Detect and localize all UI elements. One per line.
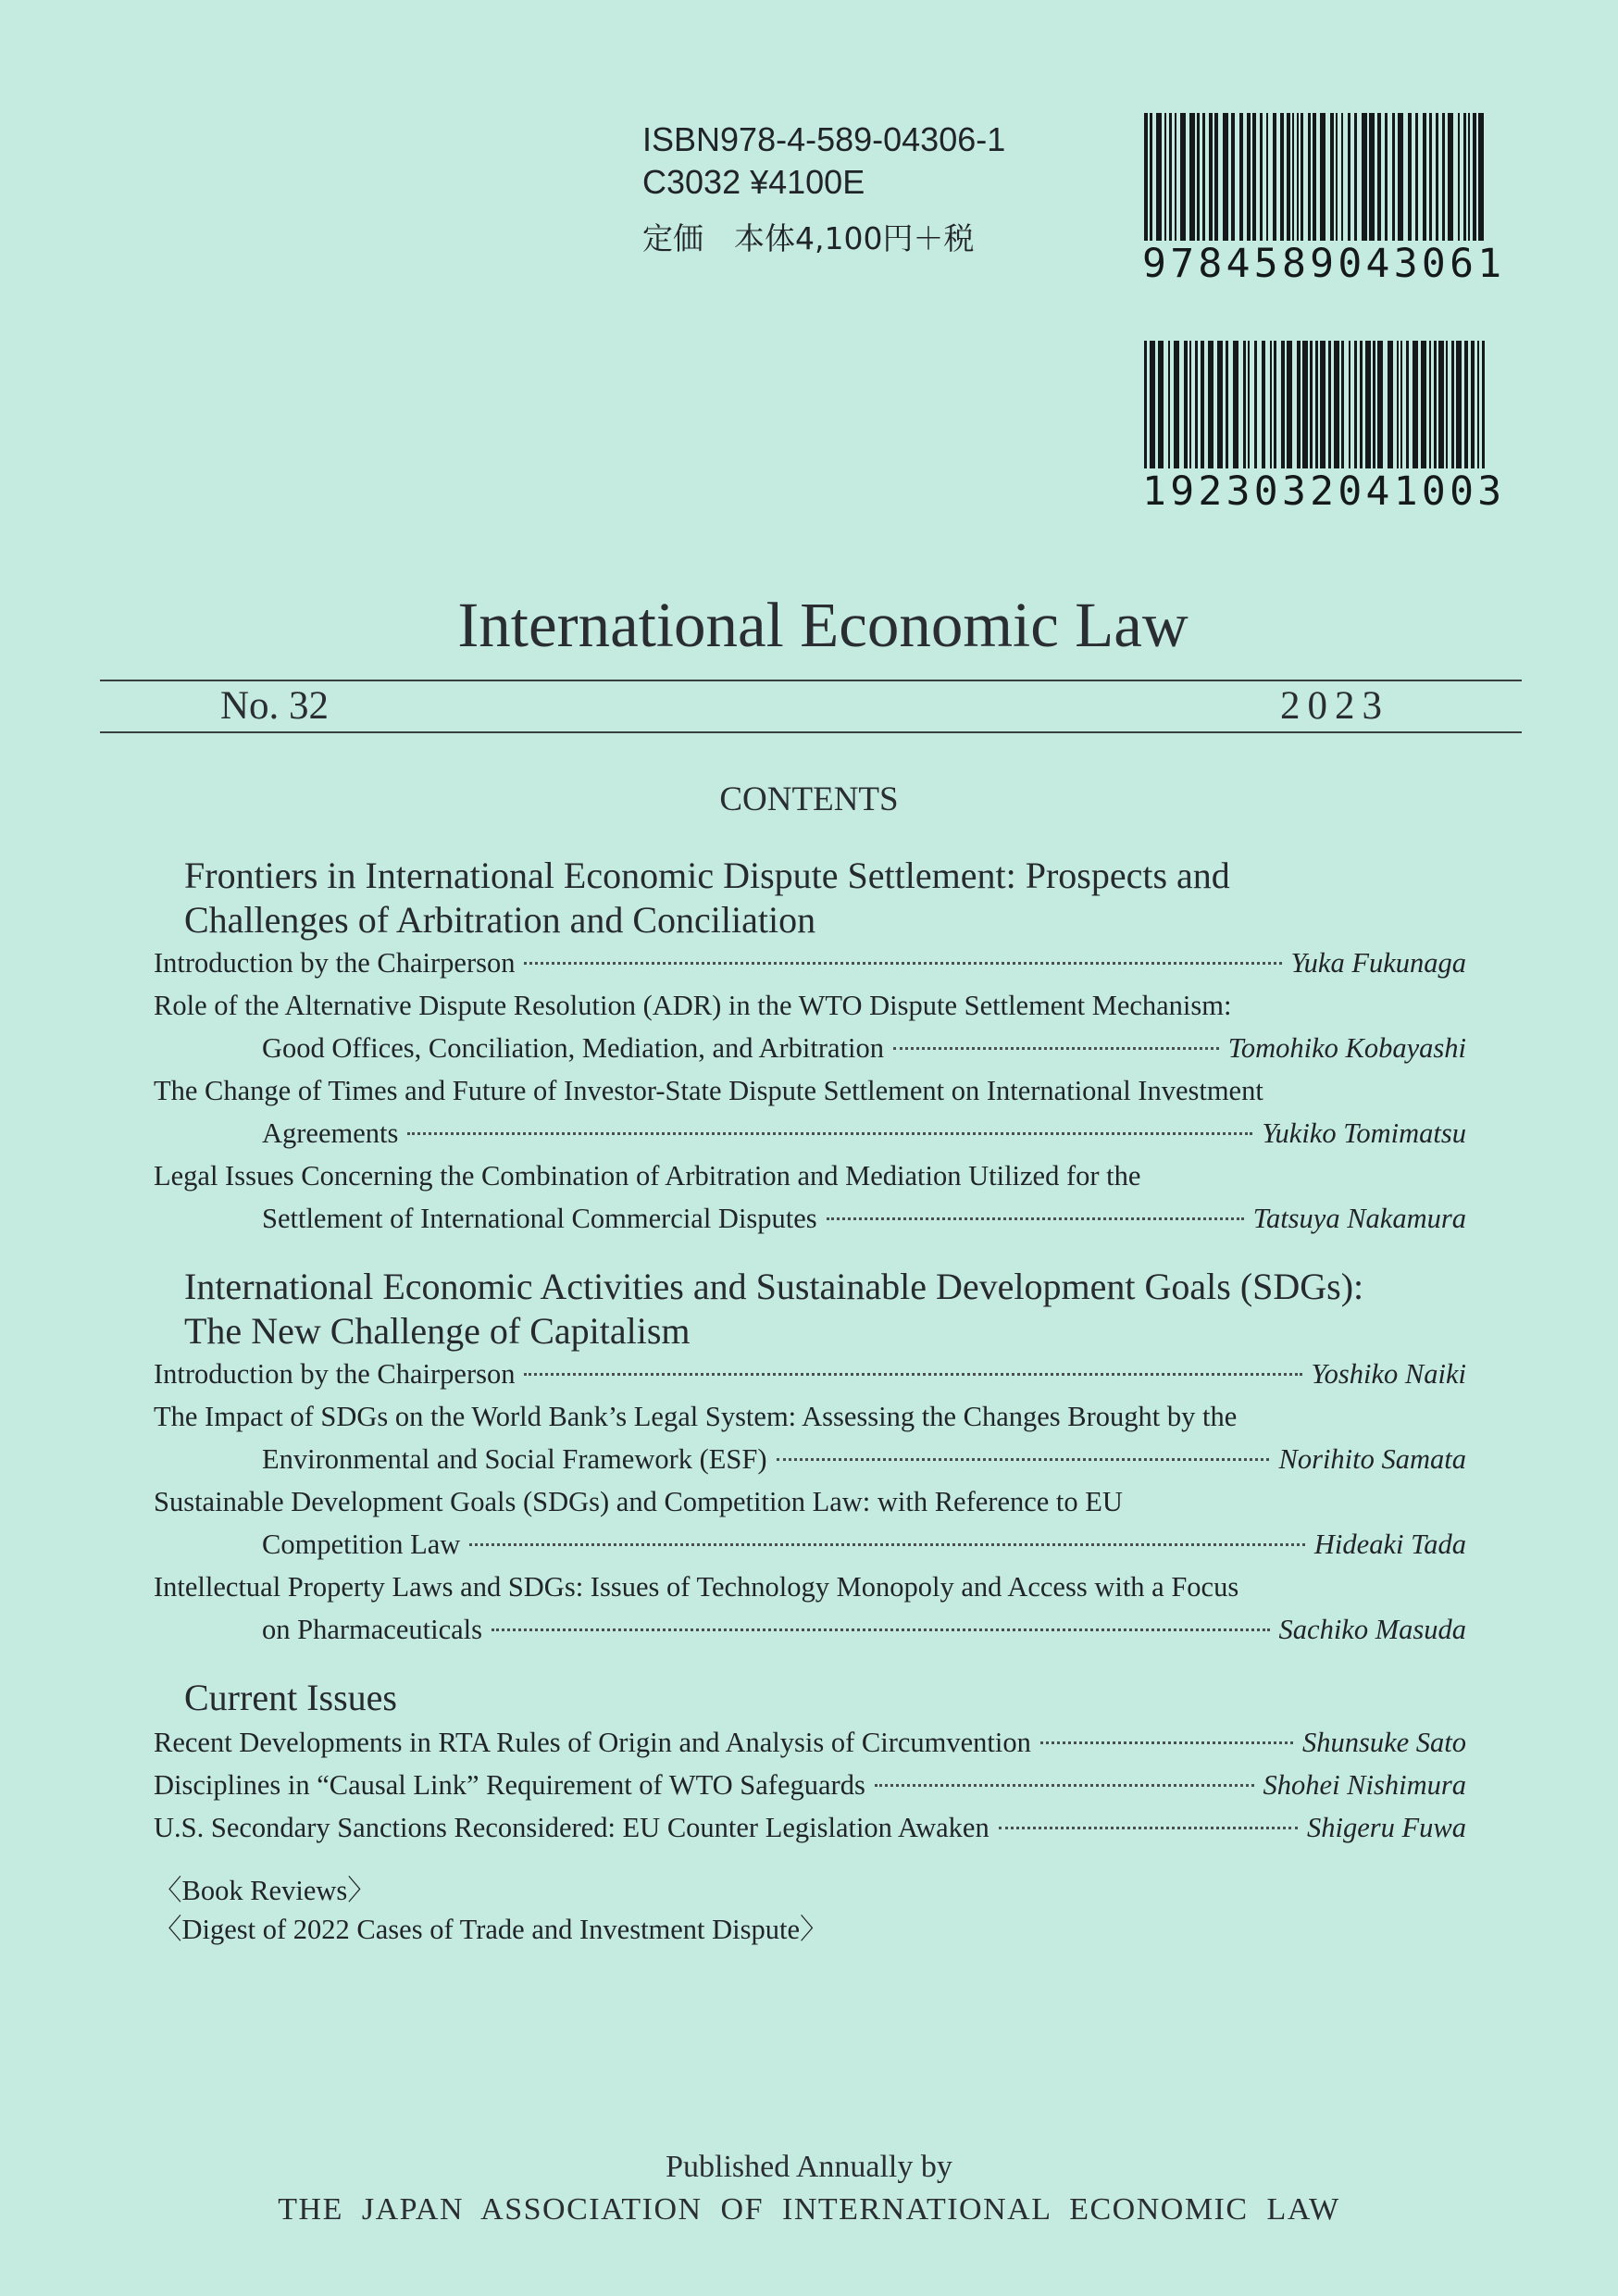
barcode-bar [1365, 341, 1371, 468]
barcode-bar [1144, 341, 1147, 468]
toc-entry-title-cont: Competition Law [262, 1529, 461, 1560]
isbn-block [642, 119, 1005, 204]
toc-entry-author: Yoshiko Naiki [1311, 1358, 1466, 1390]
barcode-bar [1421, 341, 1426, 468]
barcode-bar [1201, 341, 1204, 468]
barcode-bar [1169, 113, 1172, 241]
toc-entry [154, 984, 1466, 1069]
toc-entry-author: Tatsuya Nakamura [1252, 1203, 1466, 1234]
leader-dots [875, 1784, 1254, 1787]
barcode-bar [1413, 341, 1418, 468]
barcode-bar [1252, 113, 1256, 241]
barcode-bar [1266, 113, 1268, 241]
barcode-bar [1354, 341, 1357, 468]
section-title-line: Challenges of Arbitration and Conciliation [184, 899, 816, 941]
section-title-line: Frontiers in International Economic Dispute Settlement: Prospects and [184, 855, 1230, 896]
barcode-bar [1262, 341, 1265, 468]
toc-entry-title: Intellectual Property Laws and SDGs: Issues of Technology Monopoly and Access with a Focus [154, 1571, 1239, 1603]
toc-entry-title-cont: Settlement of International Commercial Disputes [262, 1203, 817, 1234]
toc-entry-author: Tomohiko Kobayashi [1227, 1032, 1466, 1064]
toc-entry-title-cont: Good Offices, Conciliation, Mediation, and Arbitration [262, 1032, 885, 1064]
isbn-barcode-bars [1142, 113, 1490, 241]
barcode-bar [1292, 113, 1294, 241]
barcode-bar [1175, 113, 1176, 241]
toc-entry [154, 942, 1466, 984]
barcode-bar [1448, 113, 1453, 241]
toc-entry-title: Disciplines in “Causal Link” Requirement of WTO Safeguards [154, 1769, 865, 1801]
barcode-bar [1442, 113, 1445, 241]
leader-dots [827, 1217, 1244, 1220]
price-barcode-digits: 1923032041003 [1142, 468, 1506, 515]
barcode-bar [1254, 341, 1257, 468]
barcode-bar [1156, 113, 1162, 241]
barcode-bar [1217, 341, 1223, 468]
barcode-bar [1408, 113, 1412, 241]
barcode-bar [1226, 341, 1228, 468]
publisher-line: Published Annually by [666, 2150, 952, 2184]
barcode-bar [1451, 341, 1454, 468]
toc-entry [154, 1764, 1466, 1806]
toc-entry [154, 1480, 1466, 1566]
leader-dots [492, 1628, 1270, 1631]
leader-dots [1040, 1741, 1293, 1744]
leader-dots [893, 1047, 1219, 1050]
section-title-line: Current Issues [184, 1677, 397, 1718]
barcode-bar [1434, 341, 1437, 468]
classification-code: C3032 ¥4100E [642, 163, 865, 201]
barcode-bar [1214, 113, 1218, 241]
barcode-bar [1362, 113, 1367, 241]
journal-title: International Economic Law [457, 590, 1189, 660]
barcode-bar [1392, 113, 1395, 241]
barcode-bar [1456, 341, 1462, 468]
toc-entry [154, 1806, 1466, 1849]
barcode-bar [1429, 341, 1431, 468]
toc-entry-title: U.S. Secondary Sanctions Reconsidered: EU Counter Legislation Awaken [154, 1812, 989, 1843]
barcode-bar [1287, 341, 1292, 468]
section-title-line: The New Challenge of Capitalism [184, 1310, 691, 1352]
barcode-bar [1239, 113, 1243, 241]
barcode-bar [1341, 113, 1343, 241]
barcode-bar [1478, 113, 1484, 241]
barcode-bar [1297, 341, 1301, 468]
toc-entry-author: Sachiko Masuda [1278, 1614, 1466, 1645]
barcode-bar [1168, 341, 1170, 468]
barcode-bar [1195, 341, 1198, 468]
barcode-bar [1248, 341, 1250, 468]
isbn-barcode-digits: 9784589043061 [1142, 241, 1506, 287]
barcode-bar [1330, 113, 1334, 241]
barcode-bar [1348, 113, 1350, 241]
digest-label: 〈Digest of 2022 Cases of Trade and Investment Dispute〉 [154, 1914, 828, 1945]
toc-entry [154, 1721, 1466, 1764]
barcode-bar [1320, 341, 1326, 468]
toc-entry-title: The Change of Times and Future of Investor-State Dispute Settlement on International Investment [154, 1075, 1263, 1106]
barcode-bar [1397, 341, 1399, 468]
barcode-bar [1328, 341, 1331, 468]
barcode-bar [1287, 113, 1290, 241]
barcode-bar [1184, 341, 1188, 468]
leader-dots [524, 1373, 1301, 1376]
section-title-current-issues [184, 1676, 397, 1720]
price-label: 定価 本体4,100円＋税 [642, 220, 975, 256]
toc-entry-author: Shunsuke Sato [1301, 1727, 1466, 1758]
barcode-bar [1231, 113, 1235, 241]
barcode-bar [1446, 341, 1448, 468]
issue-number: No. 32 [220, 684, 330, 728]
section-title-dispute-settlement [184, 854, 1230, 942]
barcode-bar [1473, 113, 1476, 241]
barcode-bar [1281, 341, 1285, 468]
leader-dots [407, 1132, 1252, 1135]
barcode-bar [1180, 113, 1186, 241]
barcode-bar [1315, 341, 1318, 468]
leader-dots [999, 1827, 1298, 1829]
barcode-bar [1438, 341, 1444, 468]
book-reviews-label: 〈Book Reviews〉 [154, 1875, 376, 1906]
barcode-bar [1273, 113, 1276, 241]
toc-entry-author: Yukiko Tomimatsu [1262, 1117, 1466, 1149]
isbn-barcode [1142, 113, 1506, 287]
toc-entry [154, 1395, 1466, 1480]
section-title-line: International Economic Activities and Sustainable Development Goals (SDGs): [184, 1266, 1364, 1307]
toc-entry-title: Recent Developments in RTA Rules of Origin and Analysis of Circumvention [154, 1727, 1031, 1758]
barcode-bar [1349, 341, 1350, 468]
leader-dots [524, 962, 1281, 965]
barcode-bar [1302, 341, 1308, 468]
toc-entry-title-cont: Environmental and Social Framework (ESF) [262, 1443, 767, 1475]
barcode-bar [1189, 341, 1191, 468]
barcode-bar [1301, 113, 1303, 241]
barcode-bar [1369, 113, 1375, 241]
toc-entry-title-cont: on Pharmaceuticals [262, 1614, 482, 1645]
toc-entry-title: Introduction by the Chairperson [154, 947, 516, 979]
barcode-bar [1373, 341, 1375, 468]
leader-dots [469, 1543, 1305, 1546]
barcode-bar [1274, 341, 1276, 468]
issue-year: 2023 [1280, 684, 1389, 728]
barcode-bar [1150, 341, 1155, 468]
isbn-number: ISBN978-4-589-04306-1 [642, 120, 1006, 158]
leader-dots [777, 1458, 1270, 1461]
barcode-bar [1388, 341, 1393, 468]
barcode-bar [1458, 113, 1460, 241]
barcode-bar [1189, 113, 1195, 241]
barcode-bar [1280, 113, 1284, 241]
barcode-bar [1415, 113, 1418, 241]
barcode-bar [1464, 341, 1468, 468]
barcode-bar [1436, 113, 1438, 241]
toc-entry-author: Norihito Samata [1278, 1443, 1466, 1475]
barcode-bar [1354, 113, 1357, 241]
barcode-bar [1150, 113, 1152, 241]
barcode-bar [1463, 113, 1466, 241]
toc-entry [154, 1566, 1466, 1651]
toc-entry-author: Hideaki Tada [1313, 1529, 1466, 1560]
barcode-bar [1233, 341, 1238, 468]
toc-entry-title: Sustainable Development Goals (SDGs) and Competition Law: with Reference to EU [154, 1486, 1123, 1517]
barcode-bar [1398, 113, 1403, 241]
section-title-sdgs [184, 1265, 1363, 1354]
toc-entry-author: Shohei Nishimura [1263, 1769, 1466, 1801]
barcode-bar [1423, 113, 1426, 241]
contents-heading: CONTENTS [719, 780, 899, 818]
toc-entry [154, 1154, 1466, 1240]
publisher-name: THE JAPAN ASSOCIATION OF INTERNATIONAL ECONOMIC LAW [278, 2192, 1340, 2227]
toc-entry-author: Yuka Fukunaga [1290, 947, 1466, 979]
barcode-bar [1197, 113, 1200, 241]
barcode-bar [1174, 341, 1179, 468]
barcode-bar [1270, 341, 1272, 468]
barcode-bar [1377, 113, 1381, 241]
barcode-bar [1468, 113, 1470, 241]
barcode-bar [1429, 113, 1432, 241]
barcode-bar [1260, 113, 1263, 241]
barcode-bar [1320, 113, 1326, 241]
toc-entry-title-cont: Agreements [262, 1117, 399, 1149]
barcode-bar [1385, 113, 1388, 241]
barcode-bar [1308, 113, 1311, 241]
barcode-bar [1209, 113, 1213, 241]
toc-entry [154, 1069, 1466, 1154]
barcode-bar [1377, 341, 1383, 468]
barcode-bar [1243, 341, 1246, 468]
barcode-bar [1477, 341, 1479, 468]
barcode-bar [1482, 341, 1485, 468]
barcode-bar [1164, 113, 1166, 241]
barcode-bar [1334, 341, 1339, 468]
barcode-bar [1341, 341, 1344, 468]
barcode-bar [1336, 113, 1338, 241]
price-barcode [1142, 341, 1506, 515]
barcode-bar [1471, 341, 1475, 468]
barcode-bar [1310, 341, 1313, 468]
toc-entry-title: The Impact of SDGs on the World Bank’s Legal System: Assessing the Changes Brought by the [154, 1401, 1238, 1432]
barcode-bar [1158, 341, 1164, 468]
toc-entry-title: Legal Issues Concerning the Combination of Arbitration and Mediation Utilized for the [154, 1160, 1141, 1192]
barcode-bar [1144, 113, 1148, 241]
barcode-bar [1208, 341, 1214, 468]
barcode-bar [1406, 341, 1409, 468]
toc-entry-title: Introduction by the Chairperson [154, 1358, 516, 1390]
barcode-bar [1313, 113, 1316, 241]
toc-entry-title: Role of the Alternative Dispute Resolution (ADR) in the WTO Dispute Settlement Mechanism: [154, 990, 1232, 1021]
barcode-bar [1297, 113, 1299, 241]
bottom-rule [100, 731, 1522, 733]
toc-entry-author: Shigeru Fuwa [1307, 1812, 1466, 1843]
barcode-bar [1223, 113, 1228, 241]
barcode-bar [1400, 341, 1402, 468]
top-rule [100, 680, 1522, 681]
barcode-bar [1202, 113, 1205, 241]
barcode-bar [1360, 341, 1363, 468]
toc-entry [154, 1353, 1466, 1395]
price-barcode-bars [1142, 341, 1490, 468]
barcode-bar [1247, 113, 1251, 241]
